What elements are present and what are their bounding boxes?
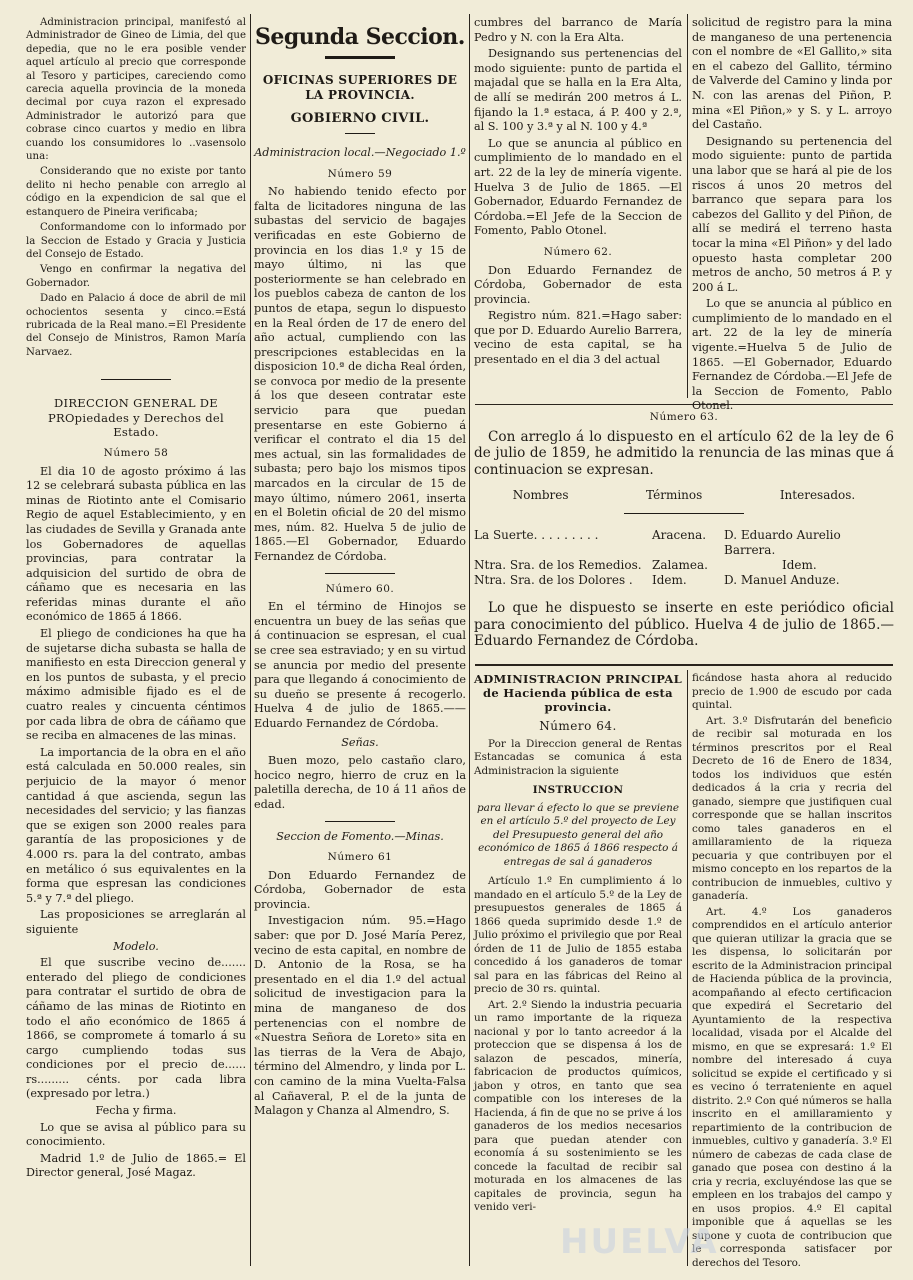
mine-term: Idem.	[652, 572, 687, 587]
paragraph: Administracion principal, manifestó al Administrador de Gineo de Limia, del que depedia, que no le era posible vender aquel artículo al precio que corresponde al Tesoro y participes, careciendo como carecia aquella provincia de la moneda decimal por cuya razon el expresado Administrador le autorizó para que cobrase cinco cuartos y medio en libra cuando los consumidores lo ..vasensolo una:	[26, 17, 246, 163]
mine-renunciation-notice	[474, 408, 894, 660]
instruction-subtitle: para llevar á efecto lo que se previene en el artículo 5.º del proyecto de Ley del Presupuesto general del año económico de 1865 á 1866 respecto á entregas de sal á ganaderos	[476, 801, 680, 868]
paragraph: Don Eduardo Fernandez de Córdoba, Gobernador de esta provincia.	[254, 868, 466, 911]
paragraph: El dia 10 de agosto próximo á las 12 se celebrará subasta pública en las minas de Riotinto ante el Comisario Regio de aquel Establecimiento, y en las ciudades de Sevilla y Granada ante los Gobernadores de aquellas provincias, para contratar la adquisicion del surtido de obra de cáñamo que es necesaria en las referidas minas durante el año económico de 1865 á 1866.	[26, 464, 246, 624]
notice-number: Número 64.	[539, 719, 617, 733]
paragraph: Registro núm. 821.=Hago saber: que por D. Eduardo Aurelio Barrera, vecino de esta capital, se ha presentado en el dia 3 del actual	[474, 309, 682, 367]
table-row	[474, 528, 894, 558]
column-header: Nombres	[512, 488, 569, 503]
column-rule	[687, 14, 688, 398]
paragraph: Considerando que no existe por tanto delito ni hecho penable con arreglo al código en la expendicion de sal que el estanquero de Pineira verificaba;	[26, 166, 246, 218]
mine-term: Aracena.	[652, 527, 707, 542]
paragraph: Conformandome con lo informado por la Seccion de Estado y Gracia y Justicia del Consejo de Estado.	[26, 222, 246, 260]
notice-number: Número 61	[327, 851, 393, 864]
column-rule	[687, 670, 688, 1266]
paragraph: Las proposiciones se arreglarán al siguiente	[26, 908, 246, 936]
notice-number: Número 63.	[649, 411, 719, 423]
separator	[325, 573, 395, 574]
paragraph: Por la Direccion general de Rentas Estancadas se comunica á esta Administracion la siguiente	[474, 737, 682, 777]
column-3a	[474, 16, 682, 398]
paragraph: Lo que se anuncia al público en cumplimiento de lo mandado en el art. 22 de la ley de minería vigente. Huelva 3 de Julio de 1865. —El Gobernador, Eduardo Fernandez de Córdoba.=El Jefe de la Seccion de Fomento, Pablo Otonel.	[474, 136, 682, 238]
column-header: Términos	[646, 488, 703, 503]
column-header: Interesados.	[779, 488, 856, 503]
instruction-heading: INSTRUCCION	[532, 784, 624, 796]
column-rule	[469, 14, 470, 1266]
paragraph: Lo que se avisa al público para su conocimiento.	[26, 1120, 246, 1149]
notice-number: Número 60.	[325, 582, 395, 595]
signature-line: Fecha y firma.	[95, 1104, 177, 1118]
section-title: Segunda Seccion.	[255, 24, 465, 50]
mine-term: Zalamea.	[652, 557, 708, 572]
mine-name: Ntra. Sra. de los Dolores .	[474, 572, 633, 587]
table-header	[474, 488, 894, 503]
paragraph: La importancia de la obra en el año está calculada en 50.000 reales, sin perjuicio de la mayor ó menor cantidad á que ascienda, segun las necesidades del servicio; y las fianzas que se exigen son 2000 reales para garantía de las proposiciones y de 4.000 rs. para la del contrato, ambas en metálico ó sus equivalentes en la forma que espresan las condiciones 5.ª y 7.ª del pliego.	[26, 745, 246, 905]
notice-number: Número 62.	[543, 245, 613, 258]
paragraph: Don Eduardo Fernandez de Córdoba, Gobernador de esta provincia.	[474, 263, 682, 306]
paragraph: Designando sus pertenencias del modo siguiente: punto de partida el majadal que se halla en la Era Alta, de allí se medirán 200 metros á L. fijando la 1.ª estaca, á P. 400 y 2.ª, al S. 100 y 3.ª y al N. 100 y 4.ª	[474, 47, 682, 134]
subsection-heading: Señas.	[341, 735, 379, 749]
subsection-heading: Administracion local.—Negociado 1.º	[254, 145, 466, 159]
mine-name: Ntra. Sra. de los Remedios.	[474, 557, 642, 572]
column-1	[26, 16, 246, 1266]
separator	[325, 821, 395, 822]
paragraph: Lo que se anuncia al público en cumplimiento de lo mandado en el art. 22 de la ley de minería vigente.=Huelva 5 de Julio de 1865. —El Gobernador, Eduardo Fernandez de Córdoba.—El Jefe de la Seccion de Fomento, Pablo Otonel.	[692, 297, 892, 413]
mine-name: La Suerte. . . . . . . . .	[474, 527, 599, 542]
paragraph: Buen mozo, pelo castaño claro, hocico negro, hierro de cruz en la paletilla derecha, de 10 á 11 años de edad.	[254, 754, 466, 811]
model-heading: Modelo.	[113, 939, 159, 953]
paragraph: Vengo en confirmar la negativa del Gobernador.	[26, 264, 246, 289]
paragraph: Designando su pertenencia del modo siguiente: punto de partida una labor que se hará al pie de los riscos á unos 20 metros del barranco que separa para los cabezos del Gallito y del Piñon, de allí se medirá el terreno hasta tocar la mina «El Piñon» y del lado opuesto hasta completar 200 metros de ancho, 50 metros á P. y 200 á L.	[692, 134, 892, 294]
horizontal-rule	[475, 664, 893, 666]
paragraph: Investigacion núm. 95.=Hago saber: que por D. José María Perez, vecino de esta capital, en nombre de D. Antonio de la Rosa, se ha presentado en el dia 1.º del actual solicitud de investigacion para la mina de manganeso de dos pertenencias con el nombre de «Nuestra Señora de Loreto» sita en las tierras de la Vera de Abajo, término del Almendro, y linda por L. con camino de la mina Vuelta-Falsa al Cañaveral, P. el de la junta de Malagon y Chanza al Almendro, S.	[254, 914, 466, 1118]
section-heading: DIRECCION GENERAL DE PROpiedades y Derechos del Estado.	[47, 396, 225, 440]
notice-number: Número 58	[103, 446, 169, 459]
mine-interested: Idem.	[782, 557, 817, 572]
column-3c	[474, 672, 682, 1266]
paragraph: Art. 3.º Disfrutarán del beneficio de recibir sal moturada en los términos prescritos por el Real Decreto de 16 de Enero de 1834, todos los individuos que estén dedicados á la cria y recria del ganado, siempre que justifiquen cual corresponde que se hallan inscritos como tales ganaderos en el amillaramiento de la riqueza pecuaria y que contribuyen por el mismo concepto en los repartos de la contribucion de inmuebles, cultivo y ganadería.	[692, 714, 892, 902]
paragraph: Con arreglo á lo dispuesto en el artículo 62 de la ley de 6 de julio de 1859, he admitido la renuncia de las minas que á continuacion se expresan.	[474, 428, 894, 478]
section-heading: OFICINAS SUPERIORES DE LA PROVINCIA.	[262, 73, 458, 102]
paragraph: Lo que he dispuesto se inserte en este periódico oficial para conocimiento del público. Huelva 4 de julio de 1865.—Eduardo Fernandez de Córdoba.	[474, 599, 894, 650]
column-2	[254, 16, 466, 1266]
paragraph: cumbres del barranco de María Pedro y N. con la Era Alta.	[474, 16, 682, 44]
paragraph: ficándose hasta ahora al reducido precio de 1.900 de escudo por cada quintal.	[692, 672, 892, 711]
subsection-heading: Seccion de Fomento.—Minas.	[276, 829, 444, 843]
ornament	[254, 51, 466, 66]
section-heading: GOBIERNO CIVIL.	[290, 111, 430, 127]
column-rule	[250, 14, 251, 1266]
paragraph: Art. 4.º Los ganaderos comprendidos en el artículo anterior que quieran utilizar la gracia que se les dispensa, lo solicitarán por escrito de la Administracion principal de Hacienda pública de la provincia, acompañando al efecto certificacion que expedirá el Secretario del Ayuntamiento de la respectiva localidad, visada por el Alcalde del mismo, en que se expresará: 1.º El nombre del interesado á cuya solicitud se expide el certificado y si es vecino ó terrateniente en aquel distrito. 2.º Con qué números se halla inscrito en el amillaramiento y repartimiento de la contribucion de inmuebles, cultivo y ganadería. 3.º El número de cabezas de cada clase de ganado que posea con destino á la cria y recria, excluyéndose las que se empleen en los trabajos del campo y en usos propios. 4.º El capital imponible que á aquellas se les supone y cuota de contribucion que le corresponda satisfacer por derechos del Tesoro.	[692, 905, 892, 1269]
mine-interested: D. Eduardo Aurelio Barrera.	[724, 527, 841, 557]
paragraph: Artículo 1.º En cumplimiento á lo mandado en el artículo 5.º de la Ley de presupuestos generales de 1865 á 1866 queda suprimido desde 1.º de Julio próximo el privilegio que por Real órden de 11 de Julio de 1855 estaba concedido á los ganaderos de tomar sal para en las fábricas del Reino al precio de 30 rs. quintal.	[474, 875, 682, 995]
watermark-logo: HUELVA	[560, 1222, 719, 1262]
separator	[345, 133, 375, 134]
paragraph: Art. 2.º Siendo la industria pecuaria un ramo importante de la riqueza nacional y por lo tanto acreedor á la proteccion que se dispensa á los de salazon de pescados, minería, fabricacion de productos químicos, jabon y otros, en tanto que sea compatible con los intereses de la Hacienda, á fin de que no se prive á los ganaderos de los medios necesarios para que puedan atender con economía á su sostenimiento se les concede la facultad de recibir sal moturada en los almacenes de las capitales de provincia, segun ha venido veri-	[474, 998, 682, 1213]
paragraph: En el término de Hinojos se encuentra un buey de las señas que á continuacion se espresan, el cual se cree sea estraviado; y en su virtud se anuncia por medio del presente para que llegando á conocimiento de su dueño se presente á recogerlo. Huelva 4 de julio de 1865.—— Eduardo Fernandez de Córdoba.	[254, 600, 466, 730]
separator	[101, 379, 171, 380]
section-heading: ADMINISTRACION PRINCIPAL de Hacienda pública de esta provincia.	[474, 672, 682, 714]
paragraph: Dado en Palacio á doce de abril de mil ochocientos sesenta y cinco.=Está rubricada de la Real mano.=El Presidente del Consejo de Ministros, Ramon María Narvaez.	[26, 293, 246, 358]
separator	[624, 513, 744, 514]
table-row	[474, 558, 894, 573]
paragraph: El que suscribe vecino de....... enterado del pliego de condiciones para contratar el surtido de obra de cáñamo de las minas de Riotinto en todo el año económico de 1865 á 1866, se compromete á tomarlo á su cargo cumpliendo todas sus condiciones por el precio de...... rs......... cénts. por cada libra (expresado por letra.)	[26, 956, 246, 1101]
mine-interested: D. Manuel Anduze.	[724, 572, 840, 587]
column-3d	[692, 672, 892, 1269]
paragraph: No habiendo tenido efecto por falta de licitadores ninguna de las subastas del servicio de bagajes verificadas en este Gobierno de provincia en los dias 1.º y 15 de mayo último, ni las que posteriormente se han celebrado en los pueblos cabeza de canton de los puntos de etapa, segun lo dispuesto en la Real órden de 17 de enero del año actual, cumpliendo con las prescripciones establecidas en la disposicion 10.ª de dicha Real órden, se convoca por medio de la presente á los que deseen contratar este servicio para que puedan presentarse en este Gobierno á verificar el contrato el dia 15 del mes actual, sin las formalidades de subasta; pero bajo los mismos tipos marcados en la circular de 15 de mayo último, número 2061, inserta en el Boletin oficial de 20 del mismo mes, núm. 82. Huelva 5 de julio de 1865.—El Gobernador, Eduardo Fernandez de Córdoba.	[254, 185, 466, 563]
paragraph: El pliego de condiciones ha que ha de sujetarse dicha subasta se halla de manifiesto en esta Direccion general y en los puntos de subasta, y el precio máximo admisible fijado es el de cuatro reales y cincuenta céntimos por cada libra de obra de cáñamo que se reciba en almacenes de las minas.	[26, 627, 246, 743]
paragraph: solicitud de registro para la mina de manganeso de una pertenencia con el nombre de «El Gallito,» sita en el cabezo del Gallito, término de Valverde del Camino y linda por N. con las arenas del Piñon, P. mina «El Piñon,» y S. y L. arroyo del Castaño.	[692, 16, 892, 132]
paragraph: Madrid 1.º de Julio de 1865.= El Director general, José Magaz.	[26, 1151, 246, 1180]
table-row	[474, 573, 894, 588]
notice-number: Número 59	[327, 167, 393, 180]
column-3b	[692, 16, 892, 413]
